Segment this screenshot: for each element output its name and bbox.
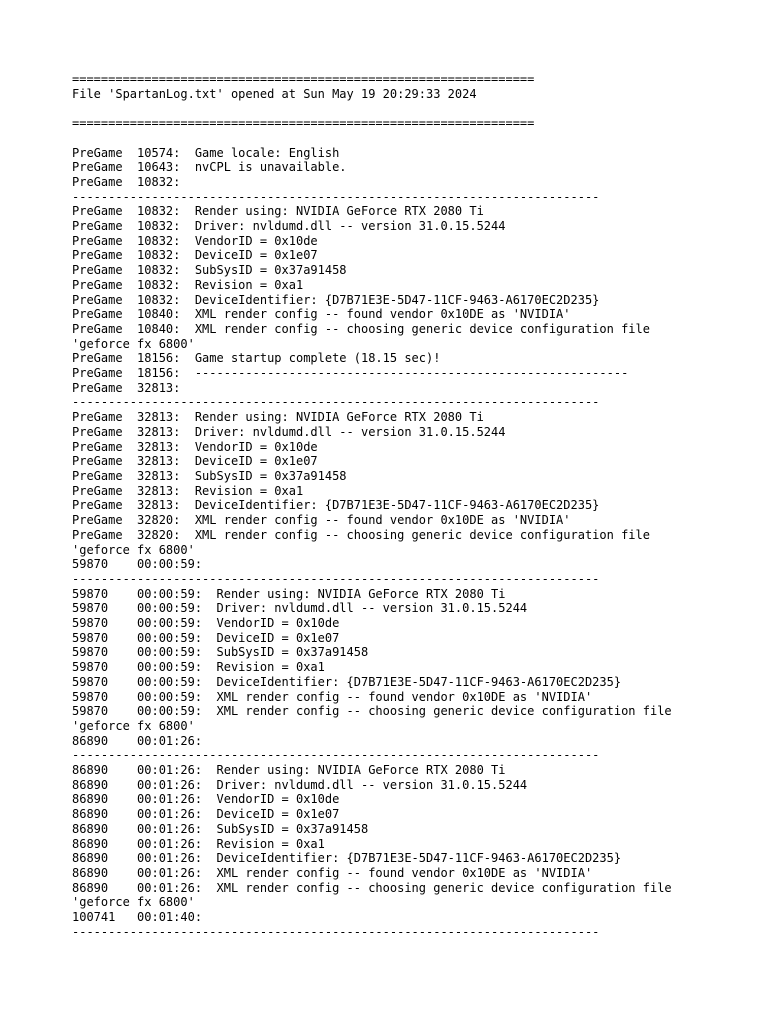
- log-line: 86890 00:01:26: DeviceIdentifier: {D7B71E3E-5D47-11CF-9463-A6170EC2D235}: [72, 851, 622, 866]
- log-line: 86890 00:01:26: VendorID = 0x10de: [72, 792, 340, 807]
- log-line: 86890 00:01:26: XML render config -- choosing generic device configuration file: [72, 880, 672, 895]
- log-line: PreGame 32813: Render using: NVIDIA GeForce RTX 2080 Ti: [72, 410, 484, 425]
- log-line: PreGame 10643: nvCPL is unavailable.: [72, 160, 347, 175]
- log-line: PreGame 10832: SubSysID = 0x37a91458: [72, 263, 347, 278]
- log-line: PreGame 10832: Revision = 0xa1: [72, 277, 304, 292]
- log-separator-dashes: -------------------------------------------------------------------------: [72, 571, 600, 586]
- log-line: PreGame 32820: XML render config -- found vendor 0x10DE as 'NVIDIA': [72, 513, 571, 528]
- log-line-wrap-continuation: 'geforce fx 6800': [72, 336, 195, 351]
- log-line: PreGame 10832: DeviceID = 0x1e07: [72, 248, 318, 263]
- log-line: 59870 00:00:59: XML render config -- found vendor 0x10DE as 'NVIDIA': [72, 689, 593, 704]
- log-separator-dashes: -------------------------------------------------------------------------: [72, 924, 600, 939]
- log-line: PreGame 10574: Game locale: English: [72, 145, 340, 160]
- log-line-wrap-continuation: 'geforce fx 6800': [72, 895, 195, 910]
- log-line: PreGame 18156: ------------------------------------------------------------: [72, 366, 629, 381]
- log-line: 86890 00:01:26: Render using: NVIDIA GeForce RTX 2080 Ti: [72, 763, 506, 778]
- log-line: 59870 00:00:59: XML render config -- choosing generic device configuration file: [72, 704, 672, 719]
- log-separator-dashes: -------------------------------------------------------------------------: [72, 189, 600, 204]
- log-line: PreGame 32813:: [72, 380, 181, 395]
- log-line: 59870 00:00:59:: [72, 557, 203, 572]
- log-line: PreGame 32820: XML render config -- choosing generic device configuration file: [72, 527, 650, 542]
- log-line: 59870 00:00:59: VendorID = 0x10de: [72, 616, 340, 631]
- log-line: 86890 00:01:26:: [72, 733, 203, 748]
- log-line: 86890 00:01:26: Driver: nvldumd.dll -- version 31.0.15.5244: [72, 777, 528, 792]
- log-line: PreGame 10840: XML render config -- choosing generic device configuration file: [72, 321, 650, 336]
- log-line: PreGame 10832: VendorID = 0x10de: [72, 233, 318, 248]
- log-line: 86890 00:01:26: XML render config -- found vendor 0x10DE as 'NVIDIA': [72, 865, 593, 880]
- log-separator-dashes: -------------------------------------------------------------------------: [72, 748, 600, 763]
- log-line: PreGame 18156: Game startup complete (18.15 sec)!: [72, 351, 441, 366]
- log-line: 59870 00:00:59: SubSysID = 0x37a91458: [72, 645, 369, 660]
- log-line: 86890 00:01:26: Revision = 0xa1: [72, 836, 325, 851]
- log-separator-dashes: -------------------------------------------------------------------------: [72, 395, 600, 410]
- log-line: 100741 00:01:40:: [72, 910, 203, 925]
- log-line: 59870 00:00:59: Render using: NVIDIA GeForce RTX 2080 Ti: [72, 586, 506, 601]
- log-blank-line: [72, 131, 762, 146]
- log-file-header: File 'SpartanLog.txt' opened at Sun May 19 20:29:33 2024: [72, 86, 477, 101]
- log-line-wrap-continuation: 'geforce fx 6800': [72, 718, 195, 733]
- log-line: PreGame 10832: Driver: nvldumd.dll -- version 31.0.15.5244: [72, 219, 506, 234]
- log-line: 59870 00:00:59: DeviceIdentifier: {D7B71E3E-5D47-11CF-9463-A6170EC2D235}: [72, 674, 622, 689]
- log-line: PreGame 32813: Driver: nvldumd.dll -- version 31.0.15.5244: [72, 424, 506, 439]
- log-line: PreGame 32813: SubSysID = 0x37a91458: [72, 468, 347, 483]
- log-line: 59870 00:00:59: Driver: nvldumd.dll -- version 31.0.15.5244: [72, 601, 528, 616]
- log-line: PreGame 10840: XML render config -- found vendor 0x10DE as 'NVIDIA': [72, 307, 571, 322]
- log-line-wrap-continuation: 'geforce fx 6800': [72, 542, 195, 557]
- log-line: PreGame 32813: VendorID = 0x10de: [72, 439, 318, 454]
- log-line: 86890 00:01:26: SubSysID = 0x37a91458: [72, 821, 369, 836]
- log-blank-line: [72, 101, 762, 116]
- log-separator-top: ================================================================: [72, 72, 535, 86]
- log-line: 86890 00:01:26: DeviceID = 0x1e07: [72, 807, 340, 822]
- log-line: PreGame 10832:: [72, 174, 181, 189]
- log-line: PreGame 32813: Revision = 0xa1: [72, 483, 304, 498]
- log-line: 59870 00:00:59: Revision = 0xa1: [72, 660, 325, 675]
- log-line: 59870 00:00:59: DeviceID = 0x1e07: [72, 630, 340, 645]
- log-line: PreGame 10832: Render using: NVIDIA GeForce RTX 2080 Ti: [72, 204, 484, 219]
- log-lines: [72, 146, 762, 940]
- log-line: PreGame 32813: DeviceIdentifier: {D7B71E3E-5D47-11CF-9463-A6170EC2D235}: [72, 498, 600, 513]
- log-line: PreGame 10832: DeviceIdentifier: {D7B71E3E-5D47-11CF-9463-A6170EC2D235}: [72, 292, 600, 307]
- log-separator-header: ================================================================: [72, 116, 535, 131]
- log-page: [72, 72, 762, 939]
- log-line: PreGame 32813: DeviceID = 0x1e07: [72, 454, 318, 469]
